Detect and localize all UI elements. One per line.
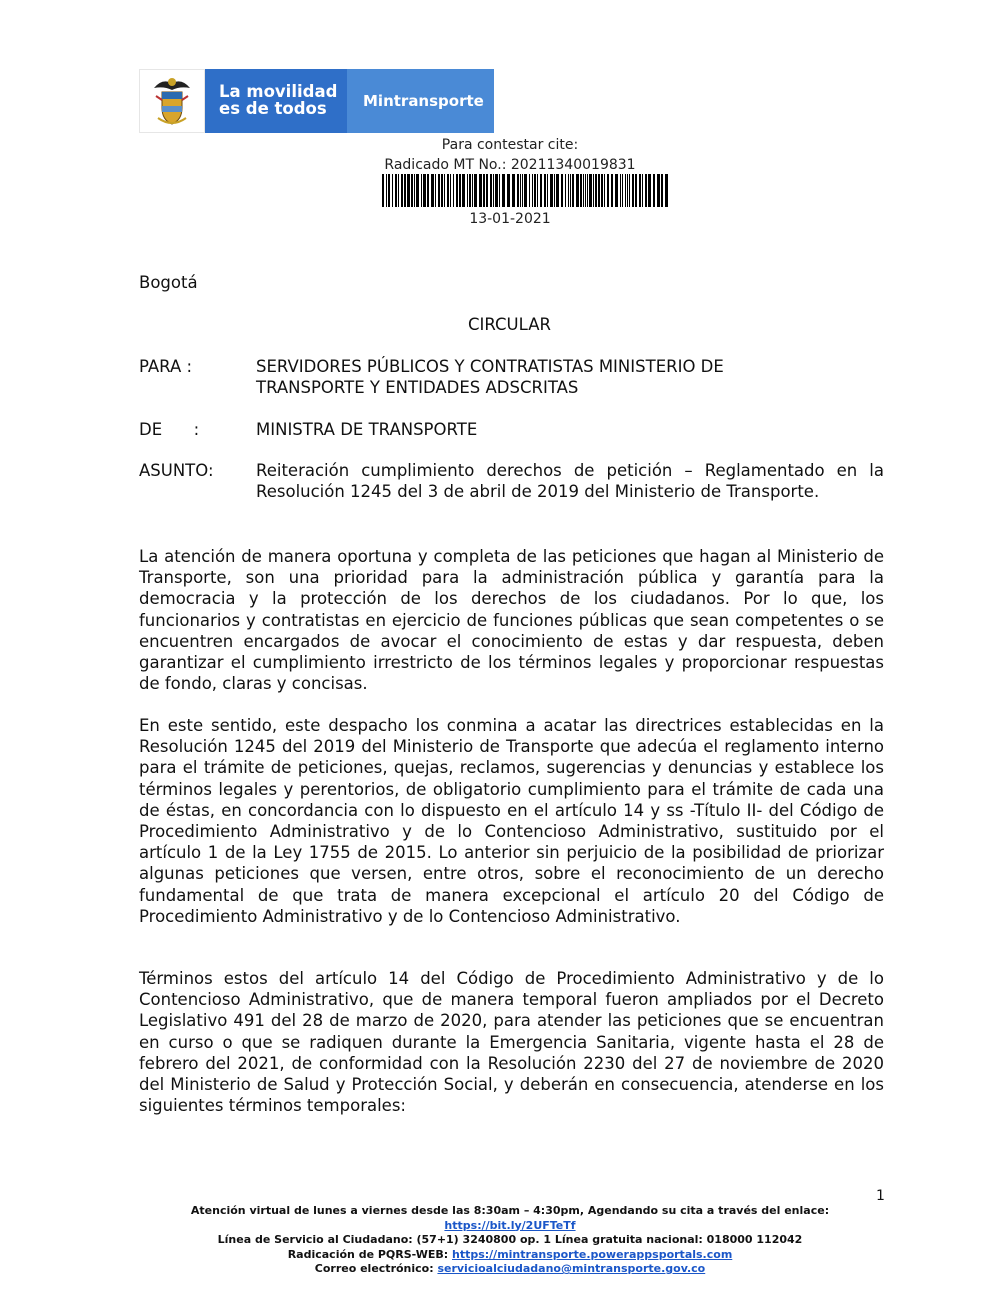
- barcode-bar: [493, 174, 494, 207]
- page-number: 1: [876, 1188, 885, 1204]
- barcode-bar: [392, 174, 393, 207]
- barcode-bar: [576, 174, 579, 207]
- para-value-line1: SERVIDORES PÚBLICOS Y CONTRATISTAS MINISTERIO DE: [256, 357, 724, 376]
- footer-pqrs-text: Radicación de PQRS-WEB:: [287, 1247, 452, 1261]
- barcode-bar: [657, 174, 660, 207]
- barcode-bar: [472, 174, 473, 207]
- barcode-bar: [554, 174, 555, 207]
- barcode-bar: [639, 174, 641, 207]
- barcode-bar: [556, 174, 559, 207]
- barcode-bar: [550, 174, 553, 207]
- de-value: MINISTRA DE TRANSPORTE: [256, 420, 478, 439]
- barcode-bar: [398, 174, 399, 207]
- footer-line-phone: Línea de Servicio al Ciudadano: (57+1) 3240800 op. 1 Línea gratuita nacional: 018000 112042: [217, 1233, 803, 1246]
- barcode-bar: [587, 174, 588, 207]
- barcode-bar: [404, 174, 406, 207]
- barcode-bar: [611, 174, 613, 207]
- radicado-date: 13-01-2021: [469, 211, 551, 227]
- barcode-bar: [435, 174, 436, 207]
- footer-attention-text: Atención virtual de lunes a viernes desde las 8:30am – 4:30pm, Agendando su cita a través del enlace:: [190, 1204, 830, 1217]
- barcode-bar: [570, 174, 571, 207]
- barcode-bar: [598, 174, 600, 207]
- barcode-bar: [414, 174, 415, 207]
- barcode-bar: [486, 174, 488, 207]
- barcode-bar: [607, 174, 609, 207]
- pqrs-link[interactable]: https://mintransporte.powerappsportals.com: [452, 1247, 733, 1261]
- barcode-bar: [629, 174, 630, 207]
- barcode-bar: [395, 174, 397, 207]
- barcode-bar: [632, 174, 634, 207]
- barcode-bar: [653, 174, 655, 207]
- barcode-bar: [595, 174, 597, 207]
- barcode-bar: [604, 174, 605, 207]
- barcode-bar: [583, 174, 584, 207]
- barcode-bar: [522, 174, 523, 207]
- barcode-bar: [479, 174, 482, 207]
- logo-slogan: [205, 69, 347, 133]
- barcode-bar: [593, 174, 594, 207]
- barcode-bar: [565, 174, 566, 207]
- barcode-bar: [622, 174, 623, 207]
- barcode-bar: [601, 174, 603, 207]
- coat-of-arms-icon: [139, 69, 205, 133]
- barcode-bar: [537, 174, 538, 207]
- barcode-bar: [495, 174, 498, 207]
- logo-brand: Mintransporte: [347, 69, 494, 133]
- barcode-bar: [580, 174, 582, 207]
- appointment-link[interactable]: https://bit.ly/2UFTeTf: [444, 1218, 576, 1232]
- city: Bogotá: [139, 273, 198, 292]
- barcode-bar: [469, 174, 471, 207]
- document-type: CIRCULAR: [468, 315, 551, 334]
- barcode-bar: [589, 174, 592, 207]
- barcode-bar: [431, 174, 434, 207]
- footer-line-email: [140, 1262, 880, 1277]
- barcode-bar: [568, 174, 569, 207]
- footer-line-pqrs: [140, 1248, 880, 1263]
- footer-email-text: Correo electrónico:: [314, 1262, 438, 1275]
- barcode-bar: [401, 174, 403, 207]
- cite-label: Para contestar cite:: [441, 137, 579, 153]
- barcode-bar: [544, 174, 546, 207]
- barcode-bar: [474, 174, 477, 207]
- barcode-bar: [524, 174, 527, 207]
- barcode-bar: [529, 174, 530, 207]
- barcode-bar: [411, 174, 413, 207]
- radicado-number: Radicado MT No.: 20211340019831: [384, 157, 636, 173]
- barcode-bar: [620, 174, 621, 207]
- barcode-bar: [447, 174, 449, 207]
- barcode-bar: [407, 174, 410, 207]
- barcode-bar: [512, 174, 515, 207]
- barcode-bar: [615, 174, 618, 207]
- barcode-bar: [483, 174, 485, 207]
- footer-line-attention: [140, 1204, 880, 1233]
- body-paragraph: En este sentido, este despacho los conmina a acatar las directrices establecidas en la Resolución 1245 del 2019 del Ministerio de Transporte que adecúa el reglamento interno para el trámite de peticiones, quejas, reclamos, sugerencias y denuncias y establece los términos legales y perentorios, de obligatorio cumplimiento para el trámite de cada una de éstas, en concordancia con lo dispuesto en el artículo 14 y ss -Título II- del Código de Procedimiento Administrativo y de lo Contencioso Administrativo, sustituido por el artículo 1 de la Ley 1755 de 2015. Lo anterior sin perjuicio de la posibilidad de priorizar algunas peticiones que versen, entre otros, sobre el reconocimiento de un derecho fundamental de que trata de manera excepcional el artículo 20 del Código de Procedimiento Administrativo y de lo Contencioso Administrativo.: [139, 716, 884, 926]
- barcode-bar: [427, 174, 429, 207]
- barcode-bar: [462, 174, 465, 207]
- barcode-bar: [388, 174, 390, 207]
- barcode-bar: [547, 174, 548, 207]
- footer: [140, 1204, 880, 1277]
- barcode-bar: [467, 174, 468, 207]
- barcode-bar: [441, 174, 443, 207]
- barcode-bar: [459, 174, 461, 207]
- barcode: [382, 174, 668, 207]
- barcode-bar: [648, 174, 651, 207]
- barcode-bar: [627, 174, 628, 207]
- barcode-bar: [540, 174, 542, 207]
- barcode-bar: [665, 174, 668, 207]
- barcode-bar: [642, 174, 643, 207]
- email-link[interactable]: servicioalciudadano@mintransporte.gov.co: [437, 1262, 706, 1275]
- barcode-bar: [416, 174, 419, 207]
- barcode-bar: [572, 174, 574, 207]
- barcode-bar: [507, 174, 510, 207]
- barcode-bar: [499, 174, 500, 207]
- body-paragraph: Términos estos del artículo 14 del Código de Procedimiento Administrativo y de lo Contencioso Administrativo, que de manera temporal fueron ampliados por el Decreto Legislativo 491 del 28 de marzo de 2020, para atender las peticiones que se encuentran en curso o que se radiquen durante la Emergencia Sanitaria, vigente hasta el 28 de febrero del 2021, de conformidad con la Resolución 2230 del 27 de noviembre de 2020 del Ministerio de Salud y Protección Social, y deberán en consecuencia, atenderse en los siguientes términos temporales:: [139, 969, 884, 1116]
- barcode-bar: [517, 174, 519, 207]
- body-paragraph: La atención de manera oportuna y completa de las peticiones que hagan al Ministerio de Transporte, son una prioridad para la administración pública y garantía para la democracia y la protección de los derechos de los ciudadanos. Por lo que, los funcionarios y contratistas en ejercicio de funciones públicas que sean competentes o se encuentren encargados de avocar el conocimiento de estas y dar respuesta, deben garantizar el cumplimiento irrestricto de los términos legales y proporcionar respuestas de fondo, claras y concisas.: [139, 547, 884, 694]
- header-logo: [139, 69, 494, 133]
- barcode-bar: [438, 174, 440, 207]
- barcode-bar: [444, 174, 445, 207]
- para-label: PARA :: [139, 357, 193, 376]
- logo-slogan-line2: es de todos: [219, 99, 327, 118]
- asunto-value: Reiteración cumplimiento derechos de petición – Reglamentado en la Resolución 1245 del 3 de abril de 2019 del Ministerio de Transporte.: [256, 461, 884, 501]
- barcode-bar: [453, 174, 454, 207]
- barcode-bar: [534, 174, 536, 207]
- asunto-label: ASUNTO:: [139, 461, 214, 480]
- barcode-bar: [423, 174, 426, 207]
- barcode-bar: [450, 174, 451, 207]
- logo-slogan-line1: La movilidad: [219, 82, 338, 101]
- barcode-bar: [421, 174, 422, 207]
- barcode-bar: [382, 174, 384, 207]
- barcode-bar: [386, 174, 387, 207]
- barcode-bar: [625, 174, 626, 207]
- barcode-bar: [561, 174, 563, 207]
- barcode-bar: [456, 174, 458, 207]
- barcode-bar: [520, 174, 521, 207]
- para-value-line2: TRANSPORTE Y ENTIDADES ADSCRITAS: [256, 378, 579, 397]
- de-label: DE :: [139, 420, 200, 439]
- barcode-bar: [661, 174, 663, 207]
- barcode-bar: [490, 174, 492, 207]
- barcode-bar: [532, 174, 533, 207]
- barcode-bar: [645, 174, 647, 207]
- barcode-bar: [635, 174, 637, 207]
- barcode-bar: [502, 174, 505, 207]
- barcode-bar: [585, 174, 586, 207]
